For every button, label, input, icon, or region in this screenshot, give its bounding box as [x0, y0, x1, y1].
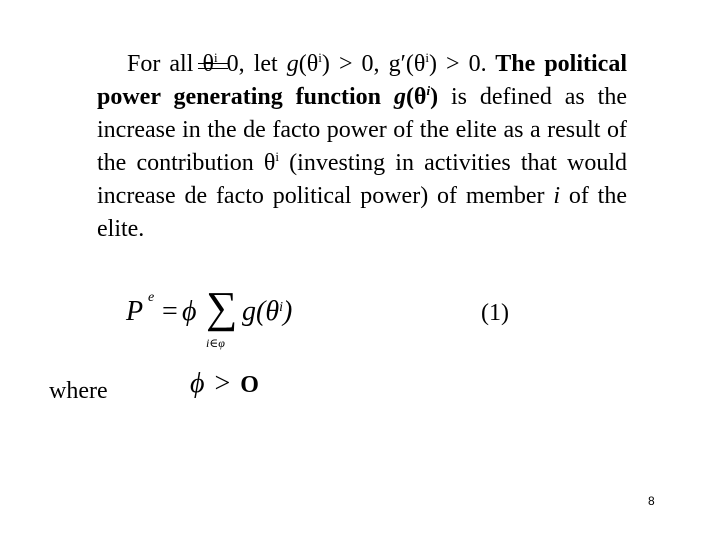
text-for-all: For all	[127, 51, 203, 77]
page-number: 8	[648, 494, 655, 508]
phi-symbol: ϕ	[182, 296, 197, 327]
struck-theta-symbol: $\theta^i$	[202, 48, 217, 81]
equation-power: P e = ϕ ∑ i∈φ $g(\theta^i)$	[126, 283, 293, 350]
bold-definition: The political power generating function $g(\theta^i)$	[97, 51, 627, 110]
equation-rhs: $g(\theta^i)$	[242, 296, 293, 327]
body-paragraph: For all $\theta^i$ 0, let $g(\theta^i) > 0$, $g'(\theta^i) > 0$. The political power generating function $g(\theta^i)$ is defined as the increase in the de facto power of the elite as a result of the contribution $\theta^i$ (investing in activities that would increase de facto political power) of member i of the elite.	[97, 50, 628, 242]
summation-symbol: ∑	[206, 283, 238, 332]
equation-lhs: P	[126, 296, 144, 327]
phi-condition: ϕ > O	[190, 368, 259, 399]
equation-number: (1)	[481, 300, 509, 326]
where-label: where	[49, 378, 108, 404]
summation-index: i∈φ	[206, 336, 225, 350]
